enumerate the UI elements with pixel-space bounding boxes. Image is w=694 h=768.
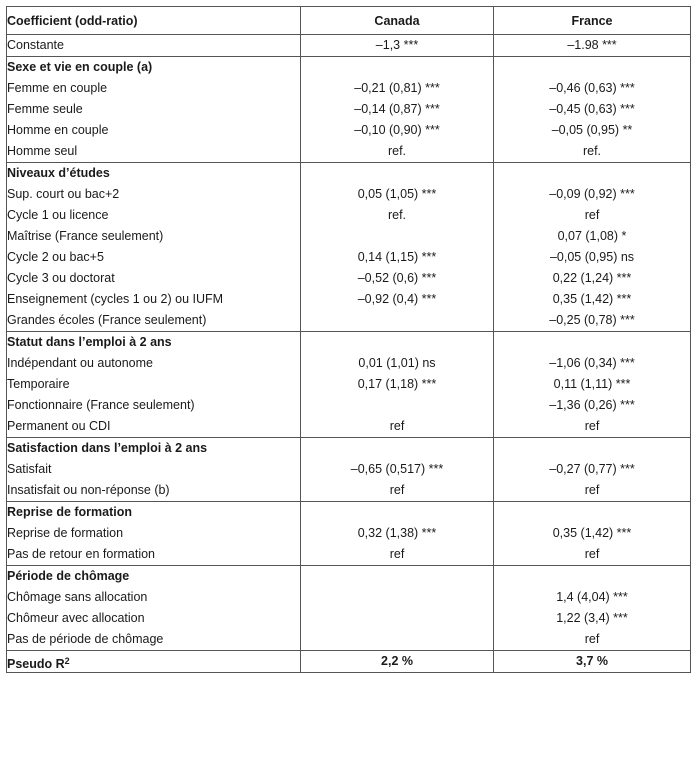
row-label: Temporaire xyxy=(7,377,70,391)
row-value-france: –0,09 (0,92) *** xyxy=(549,187,635,201)
section-title-spacer xyxy=(494,332,690,353)
row-label: Femme en couple xyxy=(7,81,108,95)
row-value-canada: 0,01 (1,01) ns xyxy=(358,356,436,370)
row-label: Reprise de formation xyxy=(7,526,124,540)
row-value-france: –1,06 (0,34) *** xyxy=(549,356,635,370)
row-value-france: –1,36 (0,26) *** xyxy=(549,398,635,412)
section-title-spacer xyxy=(494,163,690,184)
row-value-canada xyxy=(301,608,493,629)
pseudo-r2-label-cell xyxy=(7,651,301,673)
row-value-canada: –0,65 (0,517) *** xyxy=(350,462,444,476)
row-label: Enseignement (cycles 1 ou 2) ou IUFM xyxy=(7,292,224,306)
row-value-france: 0,35 (1,42) *** xyxy=(552,526,632,540)
section-label-cell xyxy=(7,438,301,502)
constante-canada: –1,3 *** xyxy=(375,38,419,52)
row-value-canada: 0,14 (1,15) *** xyxy=(357,250,437,264)
section-canada-cell xyxy=(301,57,494,163)
section-canada-cell xyxy=(301,332,494,438)
pseudo-r2-label-text: Pseudo R xyxy=(7,657,65,671)
section-title: Satisfaction dans l’emploi à 2 ans xyxy=(7,441,208,455)
section-title-spacer xyxy=(494,57,690,78)
row-label: Fonctionnaire (France seulement) xyxy=(7,398,195,412)
section-title-spacer xyxy=(301,438,493,459)
row-value-france: ref xyxy=(584,208,600,222)
row-value-france: –0,25 (0,78) *** xyxy=(549,313,635,327)
row-label: Cycle 2 ou bac+5 xyxy=(7,250,104,264)
section-canada-cell xyxy=(301,163,494,332)
constante-label: Constante xyxy=(7,38,64,52)
section-title-spacer xyxy=(301,332,493,353)
row-label: Chômage sans allocation xyxy=(7,590,148,604)
section-label-cell xyxy=(7,566,301,651)
row-value-france: 1,22 (3,4) *** xyxy=(556,611,628,625)
row-label: Homme seul xyxy=(7,144,78,158)
constante-france-cell xyxy=(494,35,691,57)
row-value-canada: –0,52 (0,6) *** xyxy=(357,271,437,285)
constante-label-cell xyxy=(7,35,301,57)
constante-france: –1.98 *** xyxy=(567,38,617,52)
row-value-canada: 0,32 (1,38) *** xyxy=(357,526,437,540)
section-france-cell xyxy=(494,438,691,502)
row-value-canada: –0,10 (0,90) *** xyxy=(354,123,440,137)
row-label: Satisfait xyxy=(7,462,52,476)
row-label: Pas de période de chômage xyxy=(7,632,164,646)
row-label: Cycle 3 ou doctorat xyxy=(7,271,115,285)
row-value-france: 0,07 (1,08) * xyxy=(557,229,627,243)
row-value-canada: ref xyxy=(389,483,405,497)
regression-table xyxy=(6,6,691,673)
section-canada-cell xyxy=(301,502,494,566)
section-title-spacer xyxy=(494,438,690,459)
pseudo-r2-canada: 2,2 % xyxy=(381,654,413,668)
pseudo-r2-france: 3,7 % xyxy=(576,654,608,668)
row-value-france: ref xyxy=(584,632,600,646)
section-canada-cell xyxy=(301,566,494,651)
header-canada: Canada xyxy=(301,7,494,35)
section-title: Période de chômage xyxy=(7,569,130,583)
row-value-france: ref. xyxy=(582,144,602,158)
row-value-canada xyxy=(301,226,493,247)
pseudo-r2-label xyxy=(7,651,300,672)
row-label: Insatisfait ou non-réponse (b) xyxy=(7,483,170,497)
row-value-canada xyxy=(301,629,493,650)
section-title-spacer xyxy=(301,57,493,78)
section-row xyxy=(7,438,691,502)
section-canada-cell xyxy=(301,438,494,502)
row-value-canada: ref xyxy=(389,547,405,561)
row-label: Homme en couple xyxy=(7,123,109,137)
row-value-france: ref xyxy=(584,483,600,497)
section-title-spacer xyxy=(301,502,493,523)
row-label: Grandes écoles (France seulement) xyxy=(7,313,207,327)
table-header-row xyxy=(7,7,691,35)
section-label-cell xyxy=(7,502,301,566)
row-label: Indépendant ou autonome xyxy=(7,356,153,370)
row-value-canada: ref. xyxy=(387,208,407,222)
row-value-canada: –0,14 (0,87) *** xyxy=(354,102,440,116)
section-title: Statut dans l’emploi à 2 ans xyxy=(7,335,172,349)
row-value-canada: 0,17 (1,18) *** xyxy=(357,377,437,391)
row-value-canada: ref xyxy=(389,419,405,433)
section-row xyxy=(7,57,691,163)
section-france-cell xyxy=(494,57,691,163)
row-value-canada: ref. xyxy=(387,144,407,158)
section-label-cell xyxy=(7,57,301,163)
row-value-france: –0,05 (0,95) ** xyxy=(551,123,633,137)
constante-canada-cell xyxy=(301,35,494,57)
row-value-france: –0,45 (0,63) *** xyxy=(549,102,635,116)
row-label: Cycle 1 ou licence xyxy=(7,208,109,222)
section-title: Sexe et vie en couple (a) xyxy=(7,60,153,74)
row-value-canada xyxy=(301,310,493,331)
section-title-spacer xyxy=(301,163,493,184)
section-row xyxy=(7,566,691,651)
section-label-cell xyxy=(7,332,301,438)
row-value-france: 1,4 (4,04) *** xyxy=(556,590,628,604)
pseudo-r2-canada-cell xyxy=(301,651,494,673)
row-value-canada: –0,92 (0,4) *** xyxy=(357,292,437,306)
section-row xyxy=(7,332,691,438)
section-title: Reprise de formation xyxy=(7,505,133,519)
row-label: Chômeur avec allocation xyxy=(7,611,145,625)
row-value-france: –0,27 (0,77) *** xyxy=(549,462,635,476)
row-label: Permanent ou CDI xyxy=(7,419,111,433)
section-title-spacer xyxy=(301,566,493,587)
row-value-france: 0,11 (1,11) *** xyxy=(553,377,631,391)
row-label: Maîtrise (France seulement) xyxy=(7,229,164,243)
row-value-france: 0,35 (1,42) *** xyxy=(552,292,632,306)
header-france: France xyxy=(494,7,691,35)
section-title-spacer xyxy=(494,502,690,523)
section-title-spacer xyxy=(494,566,690,587)
row-value-france: –0,05 (0,95) ns xyxy=(549,250,635,264)
header-coefficient: Coefficient (odd-ratio) xyxy=(7,7,301,35)
row-value-canada xyxy=(301,587,493,608)
row-value-canada xyxy=(301,395,493,416)
section-france-cell xyxy=(494,566,691,651)
row-value-france: –0,46 (0,63) *** xyxy=(549,81,635,95)
section-france-cell xyxy=(494,163,691,332)
section-label-cell xyxy=(7,163,301,332)
section-row xyxy=(7,163,691,332)
row-value-france: ref xyxy=(584,547,600,561)
section-france-cell xyxy=(494,502,691,566)
row-value-france: 0,22 (1,24) *** xyxy=(552,271,632,285)
row-label: Femme seule xyxy=(7,102,83,116)
row-value-canada: –0,21 (0,81) *** xyxy=(354,81,440,95)
row-value-canada: 0,05 (1,05) *** xyxy=(357,187,437,201)
pseudo-r2-superscript: 2 xyxy=(64,656,70,666)
pseudo-r2-france-cell xyxy=(494,651,691,673)
constante-row xyxy=(7,35,691,57)
section-france-cell xyxy=(494,332,691,438)
row-label: Sup. court ou bac+2 xyxy=(7,187,120,201)
section-title: Niveaux d’études xyxy=(7,166,110,180)
pseudo-r2-row xyxy=(7,651,691,673)
section-row xyxy=(7,502,691,566)
row-value-france: ref xyxy=(584,419,600,433)
row-label: Pas de retour en formation xyxy=(7,547,155,561)
